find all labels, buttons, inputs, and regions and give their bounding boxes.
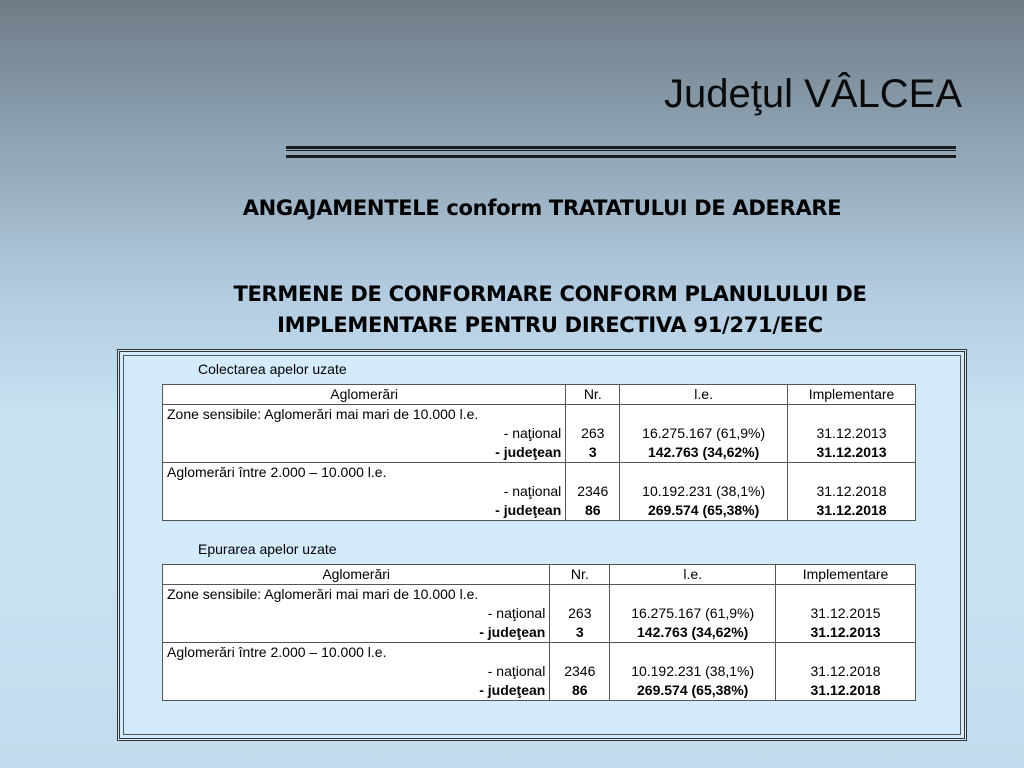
section-label-colectarea: Colectarea apelor uzate xyxy=(198,361,347,377)
group-title: Zone sensibile: Aglomerări mai mari de 10.000 l.e. xyxy=(167,586,479,602)
group-cell xyxy=(163,585,550,643)
heading-angajamente: ANGAJAMENTELE conform TRATATULUI DE ADERARE xyxy=(242,196,842,220)
le-cell xyxy=(610,585,776,643)
nr-national: 263 xyxy=(568,605,592,621)
group-title: Zone sensibile: Aglomerări mai mari de 10.000 l.e. xyxy=(167,406,479,422)
group-cell xyxy=(163,643,550,701)
table-row xyxy=(163,643,916,701)
nr-cell xyxy=(566,405,620,463)
title-underline xyxy=(286,146,956,158)
le-cell xyxy=(620,463,788,521)
heading-termene xyxy=(150,279,950,341)
nr-cell xyxy=(550,643,610,701)
impl-national: 31.12.2018 xyxy=(810,663,881,679)
group-cell xyxy=(163,463,566,521)
impl-cell xyxy=(776,643,916,701)
impl-cell xyxy=(788,463,916,521)
table-row xyxy=(163,585,916,643)
nr-judetean: 3 xyxy=(575,624,584,640)
impl-judetean: 31.12.2018 xyxy=(816,502,887,518)
le-judetean: 269.574 (65,38%) xyxy=(647,502,760,518)
impl-judetean: 31.12.2013 xyxy=(816,444,887,460)
impl-cell xyxy=(776,585,916,643)
col-header-implementare: Implementare xyxy=(788,385,916,405)
nr-judetean: 86 xyxy=(572,682,588,698)
nr-cell xyxy=(550,585,610,643)
row-label-judetean: - judeţean xyxy=(495,444,562,460)
table-epurarea xyxy=(162,564,916,701)
le-cell xyxy=(620,405,788,463)
nr-national: 2346 xyxy=(564,663,596,679)
table-row xyxy=(163,405,916,463)
le-national: 16.275.167 (61,9%) xyxy=(631,605,755,621)
table-row xyxy=(163,463,916,521)
group-title: Aglomerări între 2.000 – 10.000 l.e. xyxy=(167,644,387,660)
col-header-le: l.e. xyxy=(620,385,788,405)
impl-cell xyxy=(788,405,916,463)
impl-national: 31.12.2018 xyxy=(816,483,887,499)
le-national: 10.192.231 (38,1%) xyxy=(631,663,755,679)
col-header-implementare: Implementare xyxy=(776,565,916,585)
le-cell xyxy=(610,643,776,701)
group-cell xyxy=(163,405,566,463)
nr-judetean: 3 xyxy=(588,444,597,460)
impl-judetean: 31.12.2018 xyxy=(810,682,881,698)
le-judetean: 269.574 (65,38%) xyxy=(637,682,749,698)
nr-cell xyxy=(566,463,620,521)
row-label-national: - naţional xyxy=(503,425,562,441)
row-label-judetean: - judeţean xyxy=(479,682,546,698)
col-header-aglomerari: Aglomerări xyxy=(163,385,566,405)
le-judetean: 142.763 (34,62%) xyxy=(637,624,749,640)
nr-national: 2346 xyxy=(577,483,609,499)
row-label-national: - naţional xyxy=(503,483,562,499)
impl-national: 31.12.2013 xyxy=(816,425,887,441)
section-label-epurarea: Epurarea apelor uzate xyxy=(198,541,337,557)
row-label-national: - naţional xyxy=(487,663,546,679)
nr-national: 263 xyxy=(581,425,605,441)
col-header-le: l.e. xyxy=(610,565,776,585)
row-label-national: - naţional xyxy=(487,605,546,621)
col-header-nr: Nr. xyxy=(550,565,610,585)
le-judetean: 142.763 (34,62%) xyxy=(647,444,760,460)
col-header-aglomerari: Aglomerări xyxy=(163,565,550,585)
slide-title: Judeţul VÂLCEA xyxy=(664,72,962,116)
impl-judetean: 31.12.2013 xyxy=(810,624,881,640)
group-title: Aglomerări între 2.000 – 10.000 l.e. xyxy=(167,464,387,480)
row-label-judetean: - judeţean xyxy=(495,502,562,518)
table-colectarea xyxy=(162,384,916,521)
heading-termene-line2: IMPLEMENTARE PENTRU DIRECTIVA 91/271/EEC xyxy=(277,313,823,337)
row-label-judetean: - judeţean xyxy=(479,624,546,640)
heading-termene-line1: TERMENE DE CONFORMARE CONFORM PLANULULUI DE xyxy=(233,282,867,306)
table-header-row xyxy=(163,385,916,405)
nr-judetean: 86 xyxy=(584,502,601,518)
col-header-nr: Nr. xyxy=(566,385,620,405)
table-header-row xyxy=(163,565,916,585)
le-national: 10.192.231 (38,1%) xyxy=(642,483,766,499)
impl-national: 31.12.2015 xyxy=(810,605,881,621)
le-national: 16.275.167 (61,9%) xyxy=(642,425,766,441)
